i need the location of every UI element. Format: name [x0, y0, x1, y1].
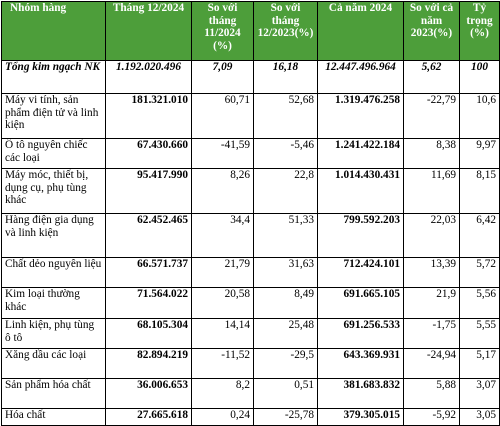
header-full-year: Cả năm 2024: [318, 2, 404, 61]
cell-month: 62.452.465: [106, 214, 192, 258]
cell-vs-prev-year: 8,38: [404, 139, 460, 169]
row-name: Máy móc, thiết bị, dụng cụ, phụ tùng khác: [2, 169, 106, 214]
cell-vs-same-month: -29,5: [254, 349, 318, 379]
cell-vs-same-month: 51,33: [254, 214, 318, 258]
cell-vs-prev-year: -5,92: [404, 409, 460, 426]
cell-vs-prev-year: 21,9: [404, 288, 460, 319]
row-name: Kim loại thường khác: [2, 288, 106, 319]
row-name: Hóa chất: [2, 409, 106, 426]
cell-month: 95.417.990: [106, 169, 192, 214]
cell-vs-prev-year: 11,69: [404, 169, 460, 214]
cell-full-year: 712.424.101: [318, 258, 404, 288]
table-row: [2, 379, 500, 409]
row-name: Linh kiện, phụ tùng ô tô: [2, 319, 106, 349]
cell-vs-prev-month: 14,14: [192, 319, 254, 349]
header-share: Tỷ trọng (%): [460, 2, 500, 61]
import-table: [1, 1, 500, 426]
table-row: [2, 258, 500, 288]
cell-vs-prev-year: -22,79: [404, 94, 460, 139]
cell-vs-prev-year: 5,62: [404, 61, 460, 94]
cell-vs-same-month: 52,68: [254, 94, 318, 139]
cell-month: 66.571.737: [106, 258, 192, 288]
cell-vs-same-month: 31,63: [254, 258, 318, 288]
row-name: Tổng kim ngạch NK: [2, 61, 106, 94]
cell-month: 71.564.022: [106, 288, 192, 319]
cell-vs-prev-year: 5,88: [404, 379, 460, 409]
cell-vs-prev-month: 34,4: [192, 214, 254, 258]
table-row: [2, 319, 500, 349]
cell-full-year: 691.256.533: [318, 319, 404, 349]
header-product-group: Nhóm hàng: [2, 2, 106, 61]
cell-share: 8,15: [460, 169, 500, 214]
cell-vs-prev-month: -11,52: [192, 349, 254, 379]
cell-vs-prev-year: 13,39: [404, 258, 460, 288]
cell-vs-prev-month: 20,58: [192, 288, 254, 319]
cell-vs-same-month: 8,49: [254, 288, 318, 319]
cell-vs-same-month: 25,48: [254, 319, 318, 349]
cell-share: 5,72: [460, 258, 500, 288]
cell-vs-same-month: -25,78: [254, 409, 318, 426]
cell-month: 1.192.020.496: [106, 61, 192, 94]
cell-vs-same-month: 0,51: [254, 379, 318, 409]
table-row: [2, 214, 500, 258]
cell-vs-prev-month: 60,71: [192, 94, 254, 139]
row-name: Sản phẩm hóa chất: [2, 379, 106, 409]
cell-share: 6,42: [460, 214, 500, 258]
table-row: [2, 169, 500, 214]
cell-month: 27.665.618: [106, 409, 192, 426]
table-row: [2, 94, 500, 139]
table-row-total: [2, 61, 500, 94]
cell-full-year: 691.665.105: [318, 288, 404, 319]
cell-vs-prev-month: 21,79: [192, 258, 254, 288]
cell-share: 3,05: [460, 409, 500, 426]
row-name: Xăng dầu các loại: [2, 349, 106, 379]
cell-full-year: 12.447.496.964: [318, 61, 404, 94]
row-name: Chất dẻo nguyên liệu: [2, 258, 106, 288]
cell-vs-prev-month: 7,09: [192, 61, 254, 94]
row-name: Máy vi tính, sản phẩm điện tử và linh kiện: [2, 94, 106, 139]
cell-share: 100: [460, 61, 500, 94]
cell-share: 5,56: [460, 288, 500, 319]
cell-full-year: 1.014.430.431: [318, 169, 404, 214]
cell-month: 67.430.660: [106, 139, 192, 169]
table-row: [2, 139, 500, 169]
cell-month: 82.894.219: [106, 349, 192, 379]
table-row: [2, 349, 500, 379]
cell-share: 9,97: [460, 139, 500, 169]
cell-vs-same-month: -5,46: [254, 139, 318, 169]
cell-full-year: 1.319.476.258: [318, 94, 404, 139]
header-month: Tháng 12/2024: [106, 2, 192, 61]
header-row: [2, 2, 500, 61]
cell-full-year: 381.683.832: [318, 379, 404, 409]
cell-vs-prev-year: -24,94: [404, 349, 460, 379]
cell-full-year: 643.369.931: [318, 349, 404, 379]
cell-share: 5,55: [460, 319, 500, 349]
table-row: [2, 409, 500, 426]
cell-full-year: 379.305.015: [318, 409, 404, 426]
cell-full-year: 1.241.422.184: [318, 139, 404, 169]
cell-vs-same-month: 22,8: [254, 169, 318, 214]
header-vs-prev-year: So với cả năm 2023(%): [404, 2, 460, 61]
cell-vs-prev-month: 8,2: [192, 379, 254, 409]
row-name: Hàng điện gia dụng và linh kiện: [2, 214, 106, 258]
cell-month: 36.006.653: [106, 379, 192, 409]
header-vs-prev-month: So với tháng 11/2024 (%): [192, 2, 254, 61]
cell-vs-prev-month: -41,59: [192, 139, 254, 169]
cell-full-year: 799.592.203: [318, 214, 404, 258]
cell-vs-prev-year: -1,75: [404, 319, 460, 349]
cell-month: 68.105.304: [106, 319, 192, 349]
row-name: Ô tô nguyên chiếc các loại: [2, 139, 106, 169]
cell-share: 10,6: [460, 94, 500, 139]
cell-month: 181.321.010: [106, 94, 192, 139]
table-row: [2, 288, 500, 319]
header-vs-same-month: So với tháng 12/2023(%): [254, 2, 318, 61]
cell-share: 5,17: [460, 349, 500, 379]
cell-vs-prev-month: 0,24: [192, 409, 254, 426]
cell-vs-prev-year: 22,03: [404, 214, 460, 258]
cell-vs-same-month: 16,18: [254, 61, 318, 94]
cell-share: 3,07: [460, 379, 500, 409]
cell-vs-prev-month: 8,26: [192, 169, 254, 214]
